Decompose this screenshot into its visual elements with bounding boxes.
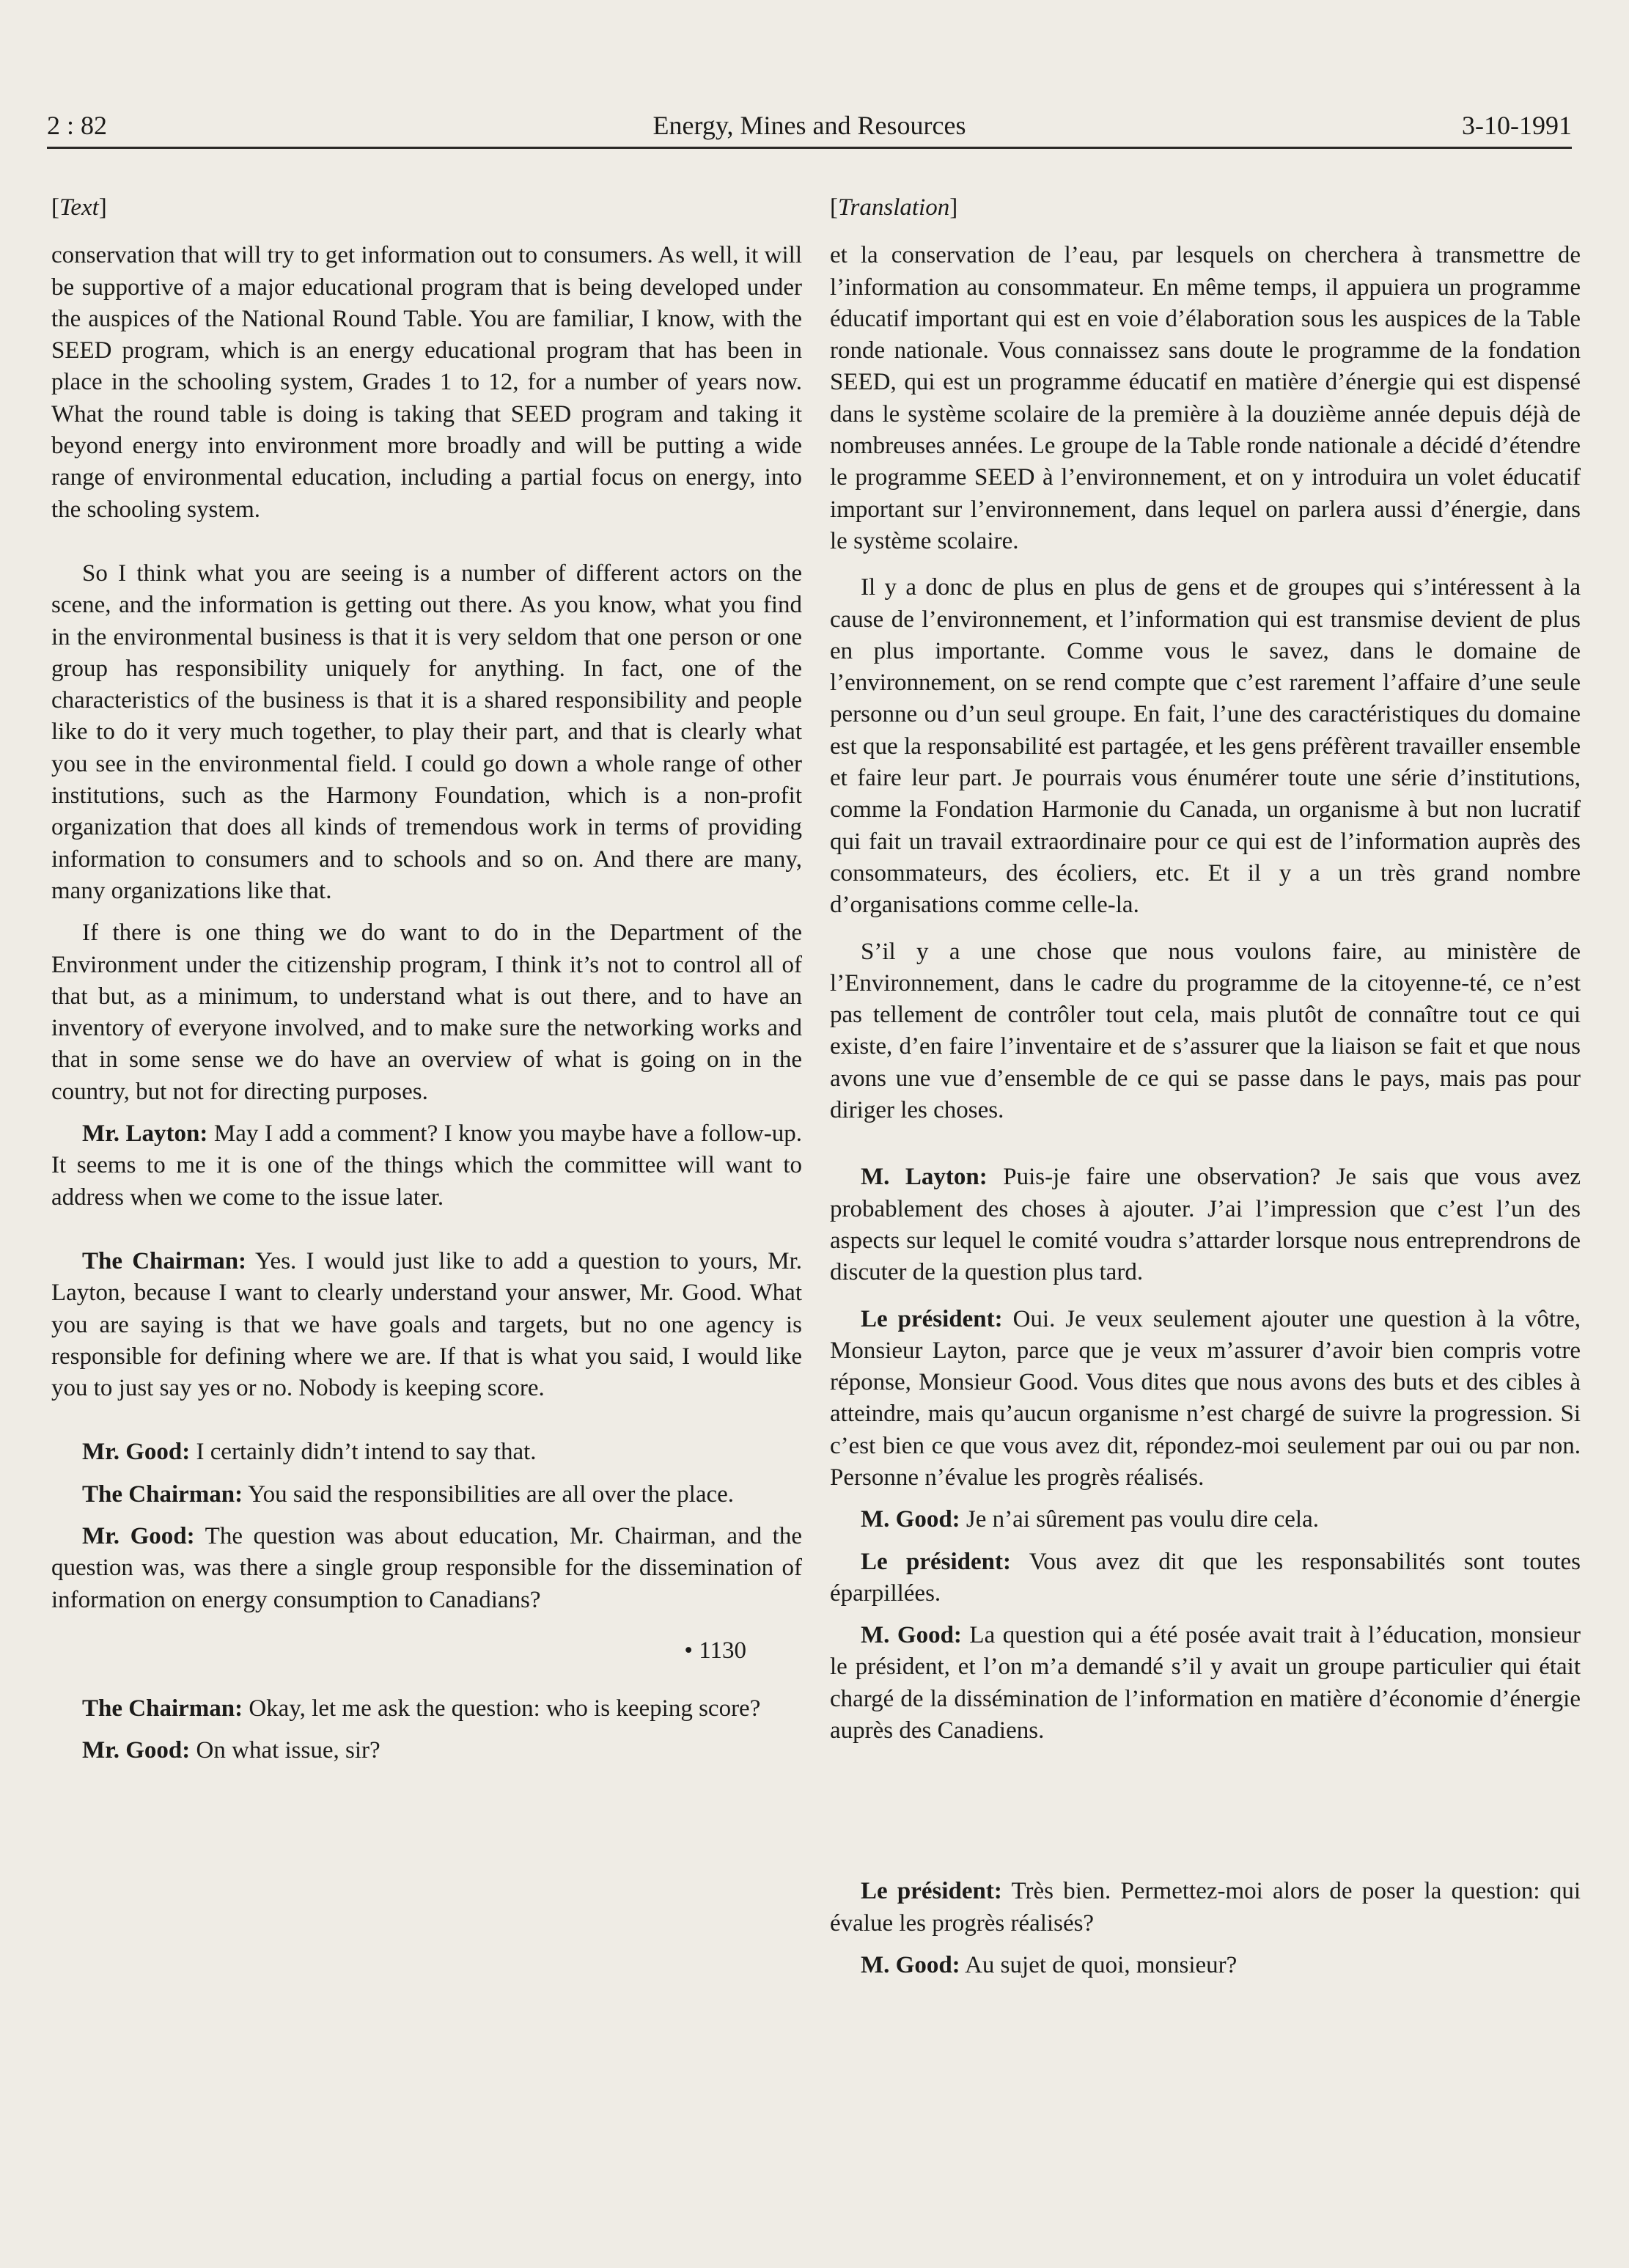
- paragraph: conservation that will try to get information out to consumers. As well, it will be supportive of a major educational program that is being developed under the auspices of the National Round Table. You are familiar, I know, with the SEED program, which is an energy educational program that has been in place in the schooling system, Grades 1 to 12, for a number of years now. What the round table is doing is taking that SEED program and taking it beyond energy into environment more broadly and will be putting a wide range of environmental education, including a partial focus on energy, into the schooling system.: [51, 242, 802, 523]
- speaker-name: Mr. Layton:: [82, 1120, 208, 1148]
- page-date: 3-10-1991: [1462, 111, 1572, 140]
- paragraph: If there is one thing we do want to do in the Department of the Environment under the citizenship program, I think it’s not to control all of that but, as a minimum, to understand what is out there, and to have an inventory of everyone involved, and to make sure the networking works and that in some sense we do have an overview of what is going on in the country, but not for directing purposes.: [51, 920, 802, 1105]
- speech-text: Au sujet de quoi, monsieur?: [960, 1951, 1238, 1978]
- speech: [830, 1950, 1581, 1981]
- speech: [830, 1504, 1581, 1535]
- speech-text: Oui. Je veux seulement ajouter une question à la vôtre, Monsieur Layton, parce que je veux m’assurer d’avoir bien compris votre réponse, Monsieur Good. Vous dites que nous avons des buts et des cibles à atteindre, mais qu’aucun organisme n’est chargé de suivre la progression. Si c’est bien ce que vous avez dit, répondez-moi seulement par oui ou par non. Personne n’évalue les progrès réalisés.: [830, 1305, 1581, 1491]
- page-number: 2 : 82: [47, 111, 108, 140]
- paragraph: et la conservation de l’eau, par lesquels on cherchera à transmettre de l’information au consommateur. En même temps, il appuiera un programme éducatif important qui est en voie d’élaboration sous les auspices de la Table ronde nationale. Vous connaissez sans doute le programme de la fondation SEED, qui est un programme éducatif en matière d’énergie qui est dispensé dans le système scolaire de la première à la douzième année depuis déjà de nombreuses années. Le groupe de la Table ronde nationale a décidé d’étendre le programme SEED à l’environnement, et on y introduira un volet éducatif important sur l’environnement, dans lequel on parlera aussi d’énergie, dans le système scolaire.: [830, 242, 1581, 554]
- speech: [51, 1521, 802, 1616]
- english-column: [51, 192, 802, 1767]
- speaker-name: Le président:: [861, 1878, 1002, 1905]
- speech-text: The question was about education, Mr. Chairman, and the question was, was there a single group responsible for the dissemination of information on energy consumption to Canadians?: [51, 1522, 802, 1613]
- speech-text: On what issue, sir?: [190, 1737, 380, 1764]
- speech-text: Okay, let me ask the question: who is keeping score?: [243, 1695, 761, 1722]
- speech: [830, 1161, 1581, 1288]
- speech: [51, 1436, 802, 1468]
- speech-text: I certainly didn’t intend to say that.: [190, 1439, 537, 1466]
- speech: [830, 1304, 1581, 1494]
- speaker-name: Le président:: [861, 1305, 1003, 1332]
- paragraph: S’il y a une chose que nous voulons faire, au ministère de l’Environnement, dans le cadre du programme de la citoyenne-té, ce n’est pas tellement de contrôler tout cela, mais plutôt de connaître tout ce qui existe, d’en faire l’inventaire et de s’assurer que la liaison se fait et que nous avons une vue d’ensemble de ce qui se passe dans le pays, mais pas pour diriger les choses.: [830, 938, 1581, 1124]
- speech-text: May I add a comment? I know you maybe have a follow-up. It seems to me it is one of the things which the committee will want to address when we come to the issue later.: [51, 1120, 803, 1211]
- column-tag: [Text]: [51, 194, 107, 221]
- speech-text: La question qui a été posée avait trait à l’éducation, monsieur le président, et l’on m’a demandé s’il y avait un groupe particulier qui était chargé de la dissémination de l’information en matière d’économie d’énergie auprès des Canadiens.: [830, 1622, 1581, 1744]
- speaker-name: The Chairman:: [82, 1480, 243, 1508]
- speech: [51, 1246, 802, 1404]
- speech-text: Très bien. Permettez-moi alors de poser la question: qui évalue les progrès réalisés?: [830, 1878, 1581, 1937]
- speaker-name: M. Good:: [861, 1951, 960, 1978]
- speech-text: Vous avez dit que les responsabilités sont toutes éparpillées.: [830, 1548, 1581, 1607]
- speech: [830, 1620, 1581, 1747]
- page-header: [47, 107, 1572, 149]
- paragraph: So I think what you are seeing is a number of different actors on the scene, and the information is getting out there. As you know, what you find in the environmental business is that it is very seldom that one person or one group has responsibility uniquely for anything. In fact, one of the characteristics of the business is that it is a shared responsibility and people like to do it very much together, to play their part, and that is clearly what you see in the environmental field. I could go down a whole range of other institutions, such as the Harmony Foundation, which is a non-profit organization that does all kinds of tremendous work in terms of providing information to consumers and to schools and so on. And there are many, many organizations like that.: [51, 559, 802, 904]
- speaker-name: Mr. Good:: [82, 1737, 191, 1764]
- speech-text: Yes. I would just like to add a question to yours, Mr. Layton, because I want to clearly understand your answer, Mr. Good. What you are saying is that we have goals and targets, but no one agency is responsible for defining where we are. If that is what you said, I would like you to just say yes or no. Nobody is keeping score.: [51, 1247, 802, 1402]
- speaker-name: M. Good:: [861, 1622, 962, 1649]
- speech: [830, 1546, 1581, 1610]
- column-tag-label: Translation: [838, 194, 950, 221]
- speaker-name: M. Layton:: [861, 1164, 988, 1191]
- speech: [51, 1118, 802, 1214]
- column-tag-label: Text: [59, 194, 99, 221]
- speaker-name: Le président:: [861, 1548, 1011, 1575]
- speech-text: Puis-je faire une observation? Je sais que vous avez probablement des choses à ajouter. J’ai l’impression que c’est l’un des aspects sur lequel le comité voudra s’attarder lorsque nous entreprendrons de discuter de la question plus tard.: [830, 1164, 1581, 1286]
- speaker-name: M. Good:: [861, 1506, 960, 1533]
- speech-text: You said the responsibilities are all over the place.: [243, 1480, 735, 1508]
- paragraph: Il y a donc de plus en plus de gens et de groupes qui s’intéressent à la cause de l’environnement, et l’information qui est transmise devient de plus en plus importante. Comme vous le savez, dans le domaine de l’environnement, on se rend compte que c’est rarement l’affaire d’une seule personne ou d’un seul groupe. En fait, l’une des caractéristiques du domaine est que la responsabilité est partagée, et les gens préfèrent travailler ensemble et faire leur part. Je pourrais vous énumérer toute une série d’institutions, comme la Fondation Harmonie du Canada, un organisme à but non lucratif qui fait un travail extraordinaire pour ce qui est de l’information auprès des consommateurs, des écoliers, etc. Et il y a un très grand nombre d’organisations comme celle-la.: [830, 574, 1581, 919]
- speaker-name: The Chairman:: [82, 1695, 243, 1722]
- speech: [830, 1876, 1581, 1939]
- speech: [51, 1693, 802, 1725]
- speaker-name: The Chairman:: [82, 1247, 247, 1274]
- speaker-name: Mr. Good:: [82, 1439, 191, 1466]
- page-title: Energy, Mines and Resources: [652, 111, 966, 140]
- time-marker: • 1130: [684, 1637, 746, 1664]
- speaker-name: Mr. Good:: [82, 1522, 195, 1549]
- speech-text: Je n’ai sûrement pas voulu dire cela.: [960, 1506, 1319, 1533]
- column-tag: [Translation]: [830, 194, 958, 221]
- speech: [51, 1479, 802, 1511]
- french-column: [830, 192, 1581, 1981]
- speech: [51, 1735, 802, 1766]
